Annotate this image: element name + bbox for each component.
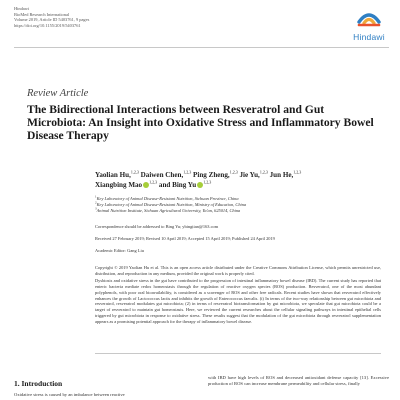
copyright-notice: Copyright © 2019 Yaolian Hu et al. This is an open access article distributed under the Creative Commons Attribution License, which permits unrestricted use, distribution, and reproduction in any medium, provided the original work is properly cited. bbox=[95, 265, 381, 276]
article-type: Review Article bbox=[27, 88, 89, 99]
body-text-right: with IBD have high levels of ROS and decreased antioxidant defense capacity [13]. Excessive production of ROS can increase membrane permeability and cellular stress, finally bbox=[208, 375, 389, 387]
hindawi-logo bbox=[349, 10, 389, 44]
abstract bbox=[95, 265, 381, 325]
header-divider bbox=[14, 47, 389, 48]
journal-header bbox=[14, 6, 89, 28]
author[interactable]: Jie Yu,$^{1,2,3}$ bbox=[239, 169, 268, 179]
affiliation: $^1$Key Laboratory of Animal Disease-Resistant Nutrition, Sichuan Province, China bbox=[95, 194, 239, 201]
author[interactable]: and Bing Yu $^{1,2,3}$ bbox=[158, 179, 212, 189]
journal-name: BioMed Research International bbox=[14, 11, 70, 17]
author[interactable]: Jun He,$^{1,2,3}$ bbox=[269, 169, 302, 179]
doi-link[interactable]: https://doi.org/10.1155/2019/5403761 bbox=[14, 22, 81, 28]
article-dates: Received 27 February 2019; Revised 10 April 2019; Accepted 15 April 2019; Published 24 April 2019 bbox=[95, 236, 275, 241]
affiliations bbox=[95, 196, 381, 213]
hindawi-logo-text: Hindawi bbox=[353, 32, 385, 42]
correspondence: Correspondence should be addressed to Bing Yu; ybingtian@163.com bbox=[95, 224, 219, 229]
author[interactable]: Xiangbing Mao $^{1,2,3}$ bbox=[95, 179, 158, 189]
section-heading: 1. Introduction bbox=[14, 379, 63, 388]
affiliation: $^3$Animal Nutrition Institute, Sichuan Agricultural University, Ya'an, 625014, China bbox=[95, 206, 241, 213]
abstract-text: Dysbiosis and oxidative stress in the gut have contributed to the progression of intestinal inflammatory bowel disease (IBD). The current study has reported that enteric bacteria mediate redox homeostasis through the regulation of reactive oxygen species (ROS) production. Resveratrol, one of the most abundant polyphenols, with poor oral bioavailability, is considered as a scavenger of ROS and other free radicals. Recent studies have shown that resveratrol effectively enhances the growth of Lactococcus lactis and inhibits the growth of Enterococcus faecalis. (i) In terms of the two-way relationship between gut microbiota and resveratrol, resveratrol modulates gut microbiota; (2) in terms of resveratrol biotransformation by gut microbiota, we speculate that gut microbiota could be a target of resveratrol to maintain gut homeostasis. Here, we reviewed the current researches about the cellular signaling pathways in intestinal epithelial cells triggered by gut microbiota in response to oxidative stress. These results suggest that the modulation of the gut microbiota through resveratrol supplementation appears as a promising potential approach for the therapy of inflammatory bowel disease. bbox=[95, 277, 381, 325]
article-title: The Bidirectional Interactions between Resveratrol and Gut Microbiota: An Insight into Oxidative Stress and Inflammatory Bowel Disease Therapy bbox=[27, 103, 374, 142]
author-list bbox=[95, 170, 381, 190]
author[interactable]: Daiwen Chen,$^{1,2,3}$ bbox=[140, 169, 192, 179]
author[interactable]: Yaolian Hu,$^{1,2,3}$ bbox=[95, 169, 139, 179]
publisher-name: Hindawi bbox=[14, 6, 30, 11]
abstract-divider bbox=[95, 353, 381, 354]
volume-line: Volume 2019, Article ID 5403761, 9 pages bbox=[14, 17, 90, 23]
author[interactable]: Ping Zheng,$^{1,2,3}$ bbox=[193, 169, 238, 179]
body-text-left: Oxidative stress is caused by an imbalance between reactive bbox=[14, 392, 125, 397]
hindawi-logo-icon bbox=[356, 10, 382, 32]
academic-editor: Academic Editor: Gang Liu bbox=[95, 248, 144, 253]
affiliation: $^2$Key Laboratory of Animal Disease-Resistant Nutrition, Ministry of Education, China bbox=[95, 200, 247, 207]
